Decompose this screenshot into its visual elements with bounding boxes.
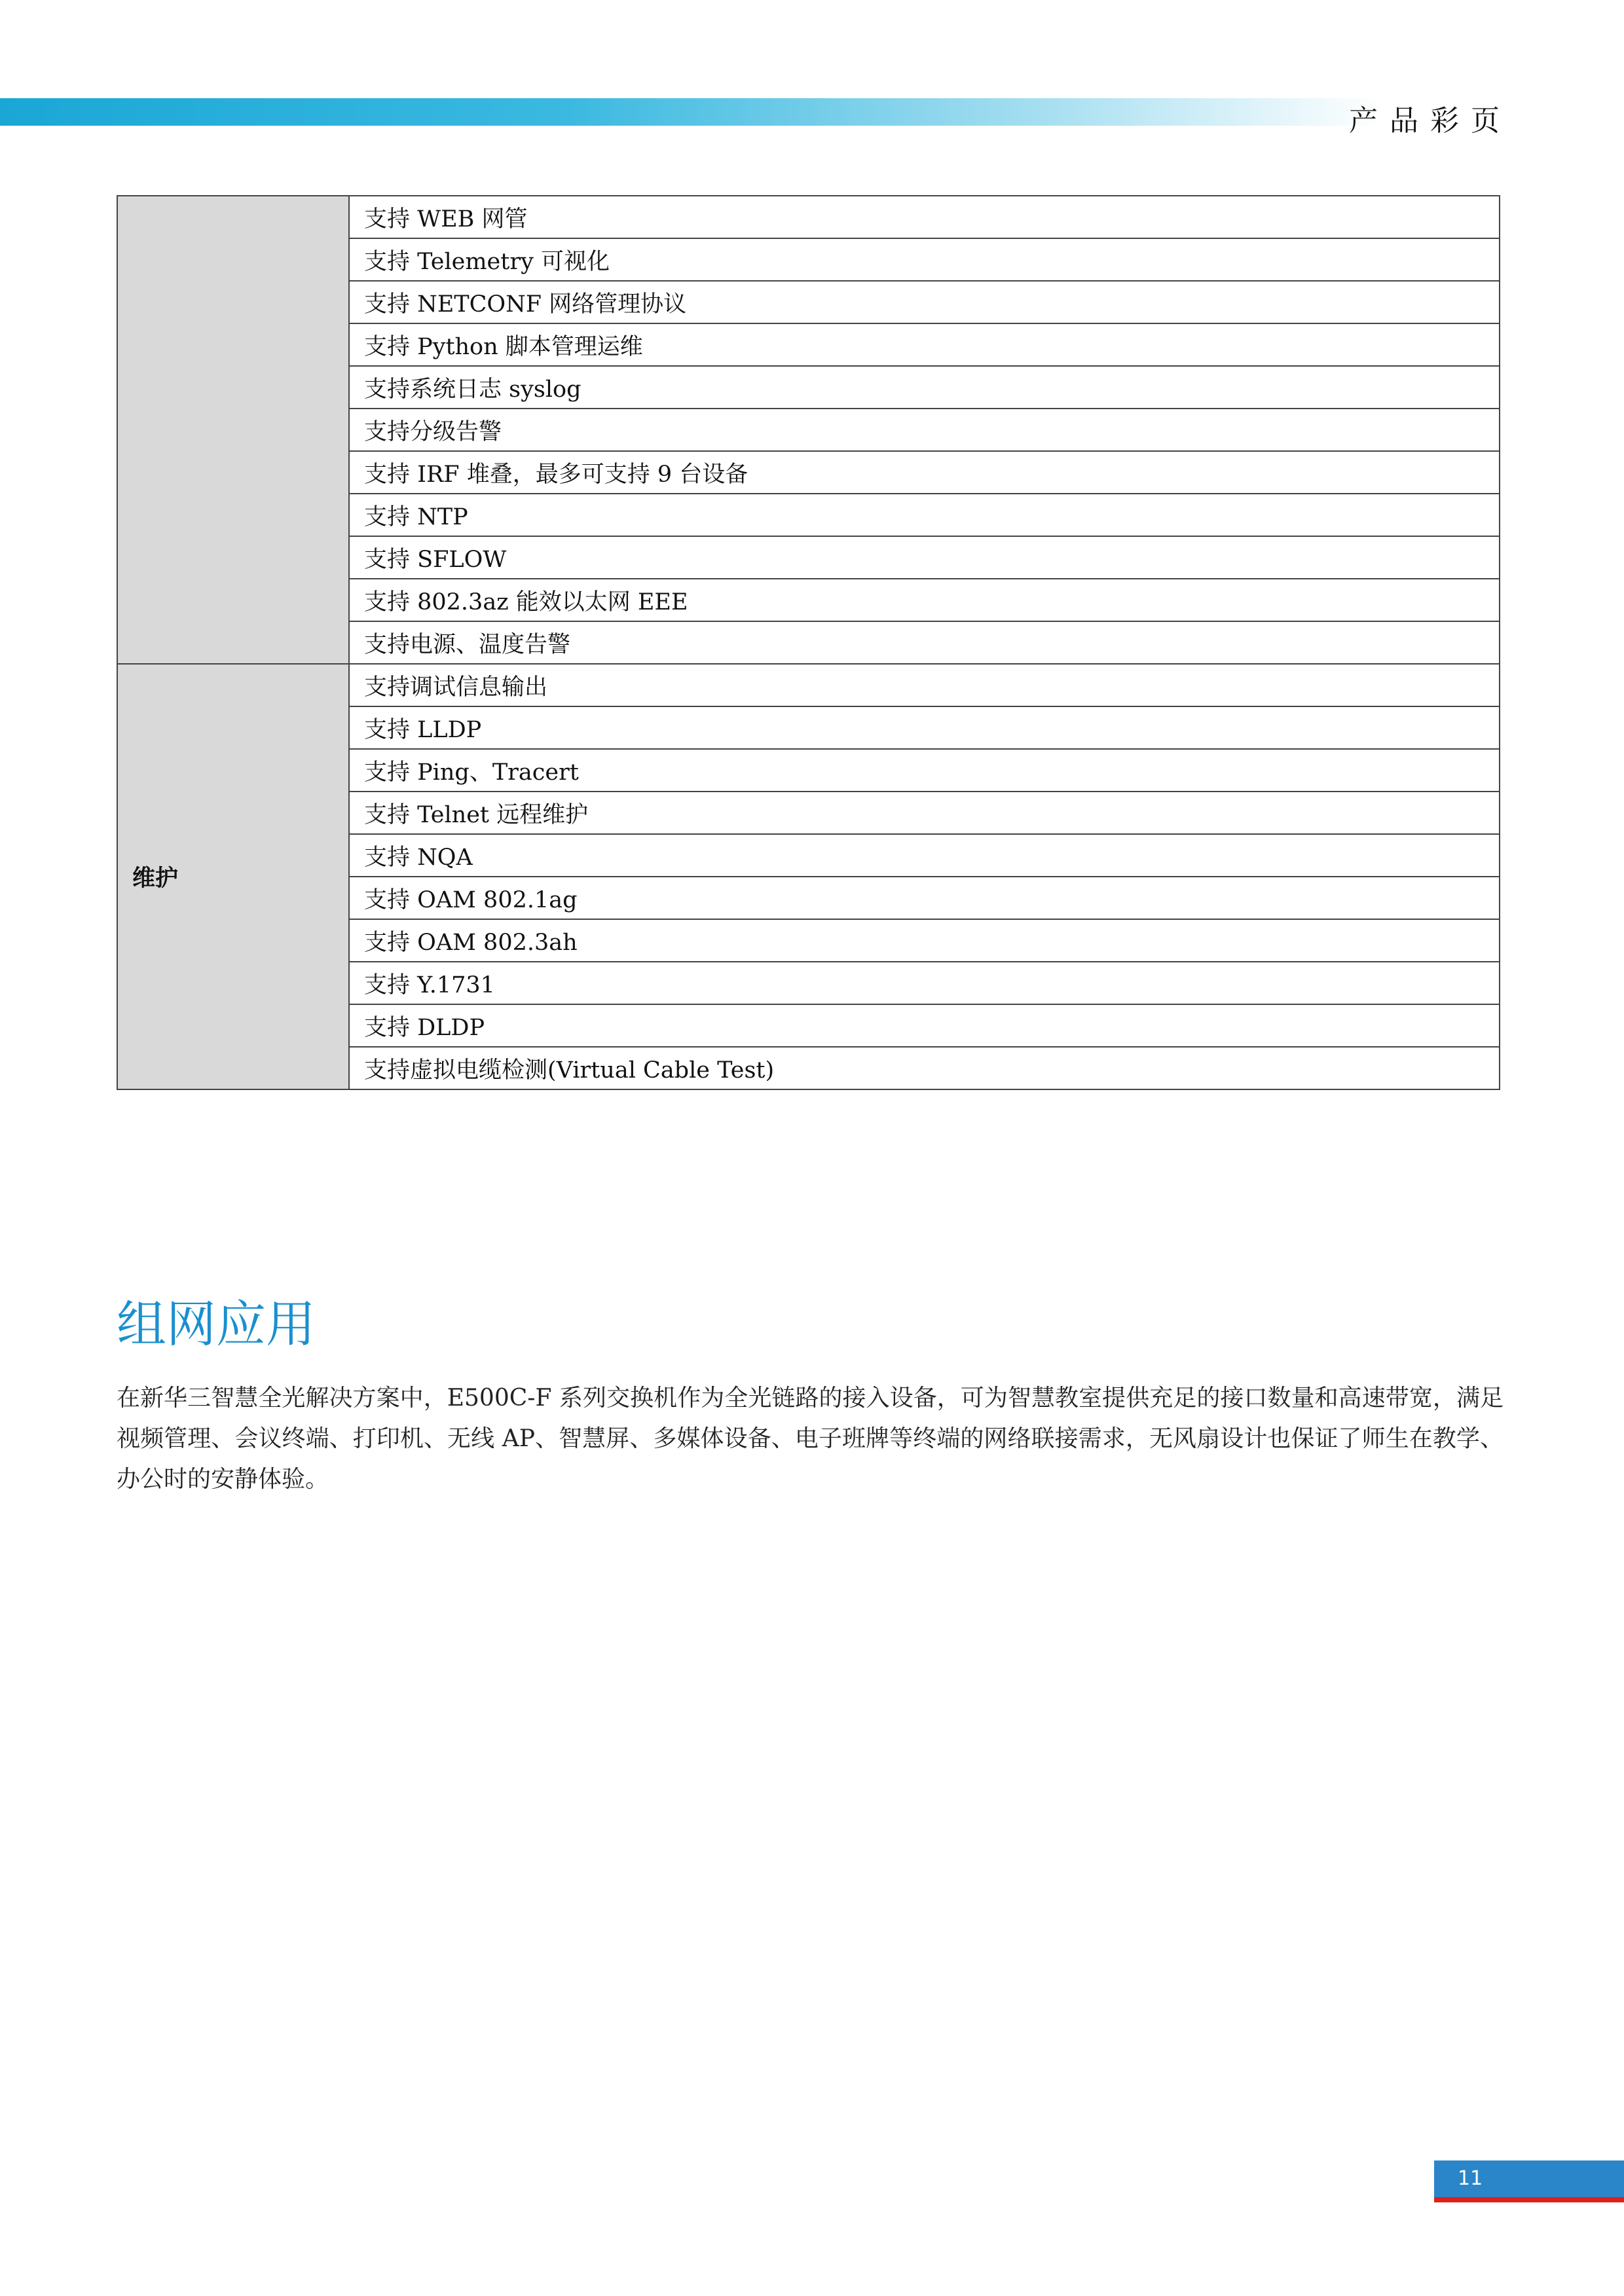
header-title: 产品彩页 (1349, 104, 1511, 137)
spec-item: 支持 DLDP (349, 1004, 1500, 1047)
spec-item: 支持分级告警 (349, 409, 1500, 451)
spec-item: 支持 OAM 802.3ah (349, 919, 1500, 962)
spec-item: 支持系统日志 syslog (349, 366, 1500, 409)
section-paragraph: 在新华三智慧全光解决方案中，E500C-F 系列交换机作为全光链路的接入设备，可为智慧教室提供充足的接口数量和高速带宽，满足视频管理、会议终端、打印机、无线 AP、智慧屏、多媒体设备、电子班牌等终端的网络联接需求，无风扇设计也保证了师生在教学、办公时的安静体验。 (117, 1385, 1504, 1493)
spec-item: 支持 Ping、Tracert (349, 749, 1500, 792)
table-row (117, 664, 1500, 706)
spec-item: 支持 NQA (349, 834, 1500, 877)
spec-item: 支持 WEB 网管 (349, 196, 1500, 238)
category-cell (117, 196, 349, 664)
spec-item: 支持 LLDP (349, 706, 1500, 749)
spec-item: 支持 Telemetry 可视化 (349, 238, 1500, 281)
spec-item: 支持 Python 脚本管理运维 (349, 323, 1500, 366)
spec-item: 支持 802.3az 能效以太网 EEE (349, 579, 1500, 621)
spec-item: 支持 IRF 堆叠，最多可支持 9 台设备 (349, 451, 1500, 494)
spec-item: 支持电源、温度告警 (349, 621, 1500, 664)
spec-table (117, 195, 1500, 1090)
page-number: 11 (1458, 2167, 1483, 2190)
spec-item: 支持调试信息输出 (349, 664, 1500, 706)
table-row (117, 196, 1500, 238)
spec-item: 支持 NTP (349, 494, 1500, 536)
spec-item: 支持 SFLOW (349, 536, 1500, 579)
spec-item: 支持 Y.1731 (349, 962, 1500, 1004)
category-cell-maintenance: 维护 (117, 664, 349, 1089)
page-number-accent (1434, 2197, 1624, 2202)
spec-item: 支持虚拟电缆检测(Virtual Cable Test) (349, 1047, 1500, 1089)
section-title: 组网应用 (117, 1295, 316, 1353)
spec-item: 支持 Telnet 远程维护 (349, 792, 1500, 834)
spec-item: 支持 NETCONF 网络管理协议 (349, 281, 1500, 323)
spec-item: 支持 OAM 802.1ag (349, 877, 1500, 919)
